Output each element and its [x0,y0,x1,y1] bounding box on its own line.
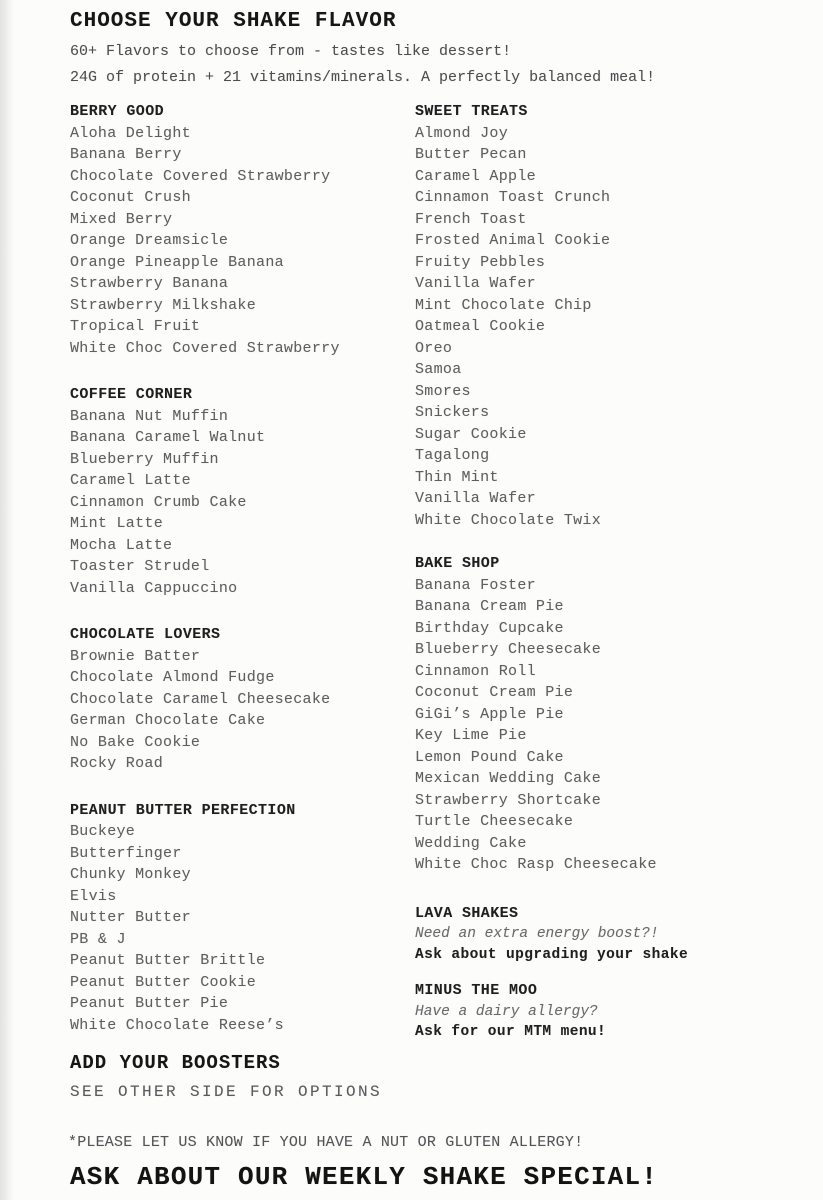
flavor-item: Mixed Berry [70,210,173,228]
flavor-item: Cinnamon Crumb Cake [70,493,247,511]
flavor-item: Brownie Batter [70,647,201,665]
flavor-item: Sugar Cookie [415,425,527,443]
menu-section-bake-shop [415,553,795,876]
flavor-item: Banana Nut Muffin [70,407,229,425]
section-note-bold: Ask for our MTM menu! [415,1024,607,1040]
flavor-item: Snickers [415,404,490,421]
flavor-item: Chocolate Almond Fudge [70,669,275,686]
weekly-special-cta: ASK ABOUT OUR WEEKLY SHAKE SPECIAL! [70,1162,659,1192]
menu-section-peanut-butter-perfection [70,800,415,1037]
flavor-list [70,406,415,600]
flavor-item: Smores [415,382,471,400]
flavor-item: Strawberry Milkshake [70,296,257,314]
flavor-item: Birthday Cupcake [415,619,564,637]
flavor-list [70,123,415,360]
section-note-italic: Have a dairy allergy? [415,1003,598,1020]
flavor-item: White Chocolate Twix [415,511,602,529]
page-title: CHOOSE YOUR SHAKE FLAVOR [70,10,397,33]
flavor-item: Orange Dreamsicle [70,232,229,249]
left-column [70,101,415,1061]
flavor-item: Banana Berry [70,146,182,163]
flavor-item: Lemon Pound Cake [415,748,564,766]
boosters-title: ADD YOUR BOOSTERS [70,1052,281,1074]
flavor-item: Peanut Butter Brittle [70,952,266,969]
flavor-item: Samoa [415,361,462,378]
flavor-item: Mint Chocolate Chip [415,296,592,314]
flavor-item: Blueberry Muffin [70,450,219,468]
flavor-item: Peanut Butter Pie [70,995,229,1012]
flavor-item: White Choc Covered Strawberry [70,339,340,357]
menu-section-lava-shakes [415,903,795,966]
flavor-item: Coconut Crush [70,189,191,206]
flavor-item: Rocky Road [70,755,164,772]
flavor-item: German Chocolate Cake [70,712,266,729]
section-heading: SWEET TREATS [415,103,528,120]
right-column [415,101,795,1068]
section-heading: PEANUT BUTTER PERFECTION [70,801,296,819]
flavor-item: Tagalong [415,447,490,464]
flavor-item: Aloha Delight [70,124,191,142]
flavor-item: Elvis [70,887,117,905]
scan-edge-shading [0,0,14,1200]
section-heading: CHOCOLATE LOVERS [70,626,221,643]
flavor-list [70,646,415,775]
flavor-item: Chunky Monkey [70,866,191,883]
flavor-item: Toaster Strudel [70,558,210,575]
flavor-item: Chocolate Caramel Cheesecake [70,690,331,708]
flavor-item: Turtle Cheesecake [415,813,574,830]
menu-section-coffee-corner [70,384,415,599]
section-note-italic: Need an extra energy boost?! [415,926,659,942]
section-heading: BERRY GOOD [70,103,165,120]
flavor-item: Oatmeal Cookie [415,318,546,335]
flavor-item: French Toast [415,210,527,228]
boosters-block [70,1050,382,1103]
flavor-item: Vanilla Wafer [415,490,536,507]
flavor-item: Wedding Cake [415,834,527,852]
flavor-item: White Chocolate Reese’s [70,1016,284,1034]
flavor-item: Almond Joy [415,124,509,142]
section-heading: LAVA SHAKES [415,904,519,922]
menu-section-chocolate-lovers [70,624,415,775]
flavor-list [70,821,415,1036]
flavor-item: Nutter Butter [70,909,191,926]
flavor-item: Butterfinger [70,844,182,862]
flavor-item: Strawberry Banana [70,275,229,292]
flavor-item: Mexican Wedding Cake [415,770,602,787]
flavor-item: Chocolate Covered Strawberry [70,167,331,185]
section-note-bold: Ask about upgrading your shake [415,946,689,963]
flavor-item: No Bake Cookie [70,733,201,751]
flavor-item: Peanut Butter Cookie [70,973,257,991]
flavor-list [415,123,795,532]
boosters-subtitle: SEE OTHER SIDE FOR OPTIONS [70,1083,383,1101]
section-heading: COFFEE CORNER [70,386,193,403]
flavor-list [415,575,795,876]
flavor-item: Vanilla Wafer [415,275,536,292]
flavor-item: Strawberry Shortcake [415,791,602,809]
flavor-item: Buckeye [70,823,136,840]
flavor-item: Mocha Latte [70,536,173,554]
menu-section-minus-the-moo [415,980,795,1043]
allergy-note: *PLEASE LET US KNOW IF YOU HAVE A NUT OR GLUTEN ALLERGY! [68,1134,584,1151]
flavor-item: Banana Foster [415,576,536,594]
flavor-item: Banana Cream Pie [415,598,564,615]
flavor-item: Key Lime Pie [415,727,527,744]
flavor-item: Mint Latte [70,515,164,532]
flavor-item: Oreo [415,339,453,357]
flavor-item: Coconut Cream Pie [415,684,574,701]
flavor-item: White Choc Rasp Cheesecake [415,856,657,873]
flavor-item: Frosted Animal Cookie [415,232,611,249]
flavor-item: Orange Pineapple Banana [70,253,284,271]
section-heading: MINUS THE MOO [415,982,538,999]
flavor-item: Thin Mint [415,468,499,486]
flavor-item: Butter Pecan [415,146,527,163]
menu-section-berry-good [70,101,415,359]
flavor-item: Fruity Pebbles [415,253,546,271]
flavor-item: Caramel Apple [415,167,536,185]
menu-header [70,10,655,91]
flavor-item: GiGi’s Apple Pie [415,705,564,723]
flavor-item: PB & J [70,930,126,948]
flavor-item: Vanilla Cappuccino [70,579,238,597]
flavor-item: Banana Caramel Walnut [70,429,266,446]
flavor-item: Tropical Fruit [70,318,201,335]
flavor-item: Cinnamon Toast Crunch [415,189,611,206]
section-heading: BAKE SHOP [415,555,500,572]
tagline-protein: 24G of protein + 21 vitamins/minerals. A perfectly balanced meal! [70,69,656,86]
menu-section-sweet-treats [415,101,795,531]
tagline-flavors: 60+ Flavors to choose from - tastes like dessert! [70,43,512,60]
flavor-item: Caramel Latte [70,472,191,489]
flavor-item: Cinnamon Roll [415,662,536,680]
flavor-item: Blueberry Cheesecake [415,641,602,658]
